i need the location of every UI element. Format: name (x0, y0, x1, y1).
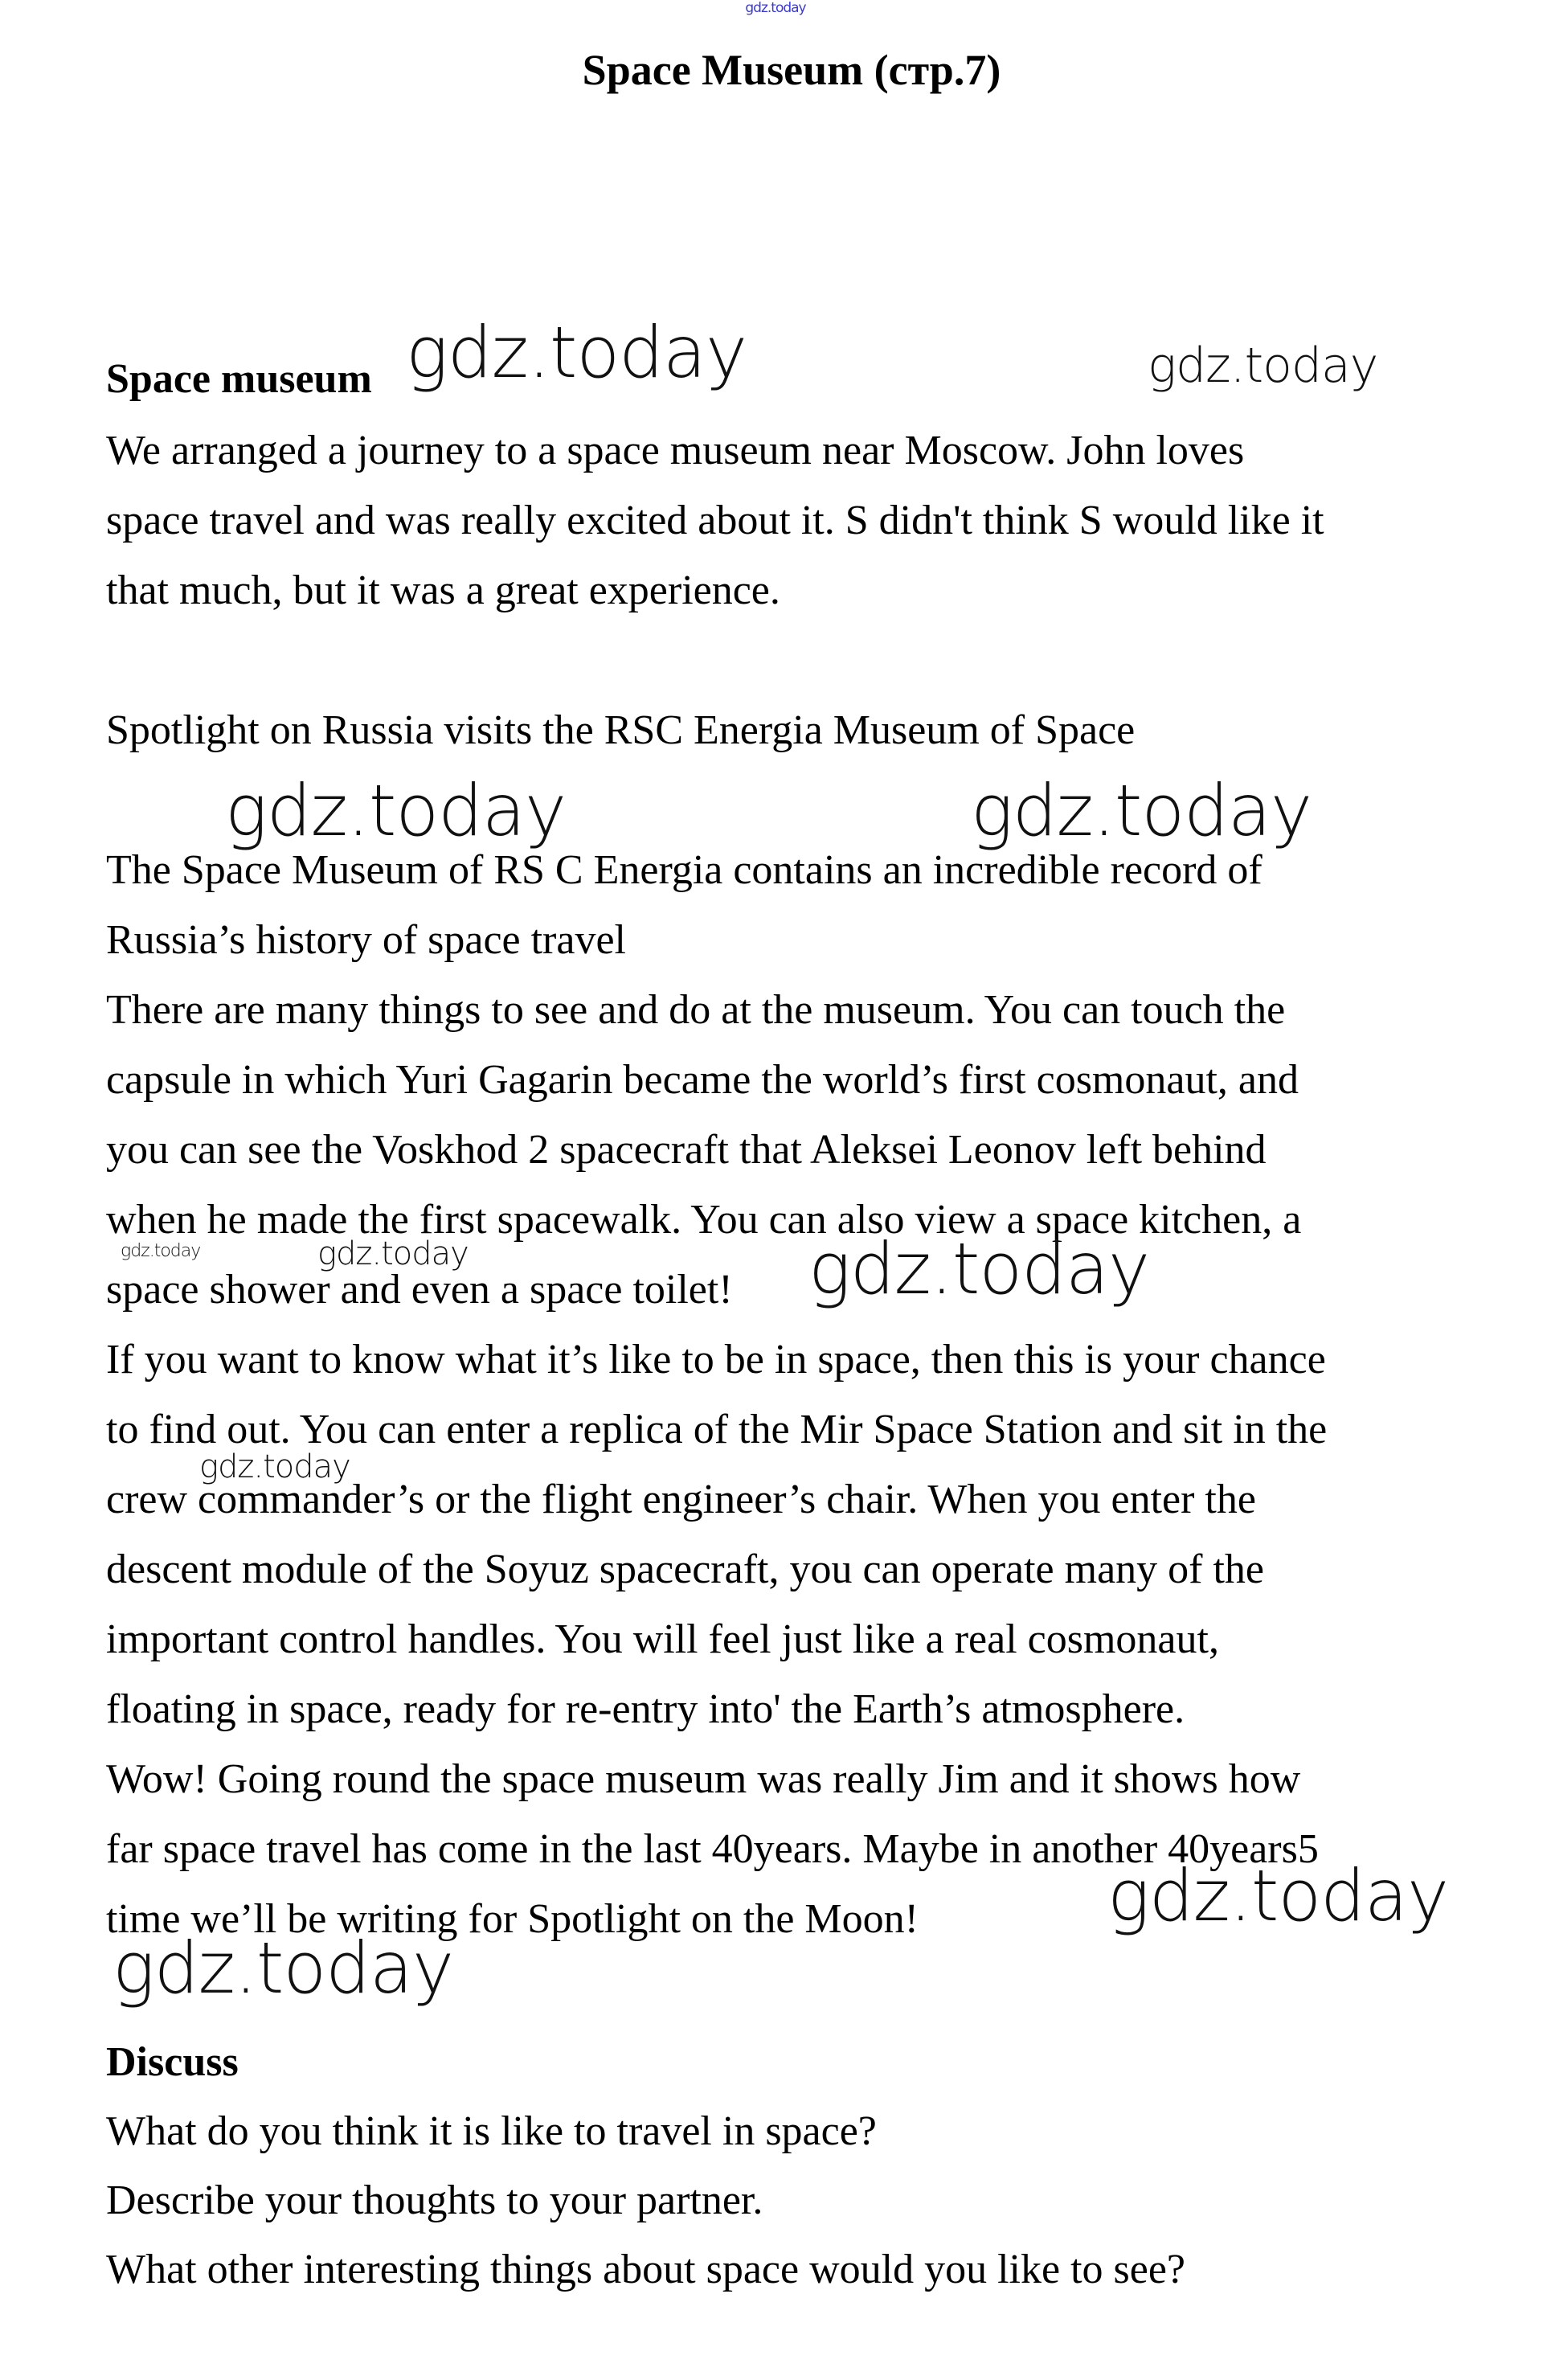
discuss-heading: Discuss (106, 2039, 239, 2085)
article-line: capsule in which Yuri Gagarin became the world’s first cosmonaut, and (106, 1057, 1299, 1103)
article-line: crew commander’s or the flight engineer’s chair. When you enter the (106, 1477, 1256, 1522)
page-title: Space Museum (стр.7) (582, 46, 1001, 94)
intro-line: We arranged a journey to a space museum near Moscow. John loves (106, 428, 1245, 473)
article-line: far space travel has come in the last 40years. Maybe in another 40years5 (106, 1826, 1319, 1872)
article-line: Wow! Going round the space museum was really Jim and it shows how (106, 1756, 1301, 1802)
article-line: Russia’s history of space travel (106, 917, 626, 963)
intro-line: that much, but it was a great experience. (106, 567, 780, 613)
section-heading-space-museum: Space museum (106, 356, 372, 402)
watermark: gdz.today (121, 1241, 201, 1261)
watermark: gdz.today (113, 1927, 454, 2009)
watermark: gdz.today (199, 1448, 350, 1485)
article-line: There are many things to see and do at the museum. You can touch the (106, 987, 1286, 1033)
intro-line: space travel and was really excited about it. S didn't think S would like it (106, 498, 1324, 543)
watermark: gdz.today (971, 769, 1312, 852)
article-line: The Space Museum of RS C Energia contains an incredible record of (106, 847, 1262, 893)
article-line: space shower and even a space toilet! (106, 1267, 733, 1313)
top-watermark: gdz.today (745, 0, 806, 16)
watermark: gdz.today (225, 769, 567, 852)
discuss-question: What other interesting things about space would you like to see? (106, 2247, 1185, 2292)
article-subtitle: Spotlight on Russia visits the RSC Energia Museum of Space (106, 707, 1136, 753)
watermark: gdz.today (808, 1227, 1150, 1310)
article-line: time we’ll be writing for Spotlight on the Moon! (106, 1896, 919, 1942)
article-line: you can see the Voskhod 2 spacecraft that Aleksei Leonov left behind (106, 1127, 1267, 1173)
article-line: floating in space, ready for re-entry into' the Earth’s atmosphere. (106, 1686, 1185, 1732)
article-line: important control handles. You will feel just like a real cosmonaut, (106, 1616, 1219, 1662)
watermark: gdz.today (406, 311, 747, 394)
discuss-question: What do you think it is like to travel in space? (106, 2108, 877, 2154)
article-line: descent module of the Soyuz spacecraft, you can operate many of the (106, 1546, 1264, 1592)
article-line: to find out. You can enter a replica of the Mir Space Station and sit in the (106, 1407, 1328, 1452)
article-line: If you want to know what it’s like to be in space, then this is your chance (106, 1337, 1326, 1383)
watermark: gdz.today (1107, 1854, 1449, 1937)
watermark: gdz.today (1148, 338, 1378, 394)
article-line: when he made the first spacewalk. You can also view a space kitchen, a (106, 1197, 1302, 1243)
watermark: gdz.today (317, 1235, 469, 1272)
discuss-question: Describe your thoughts to your partner. (106, 2177, 763, 2223)
